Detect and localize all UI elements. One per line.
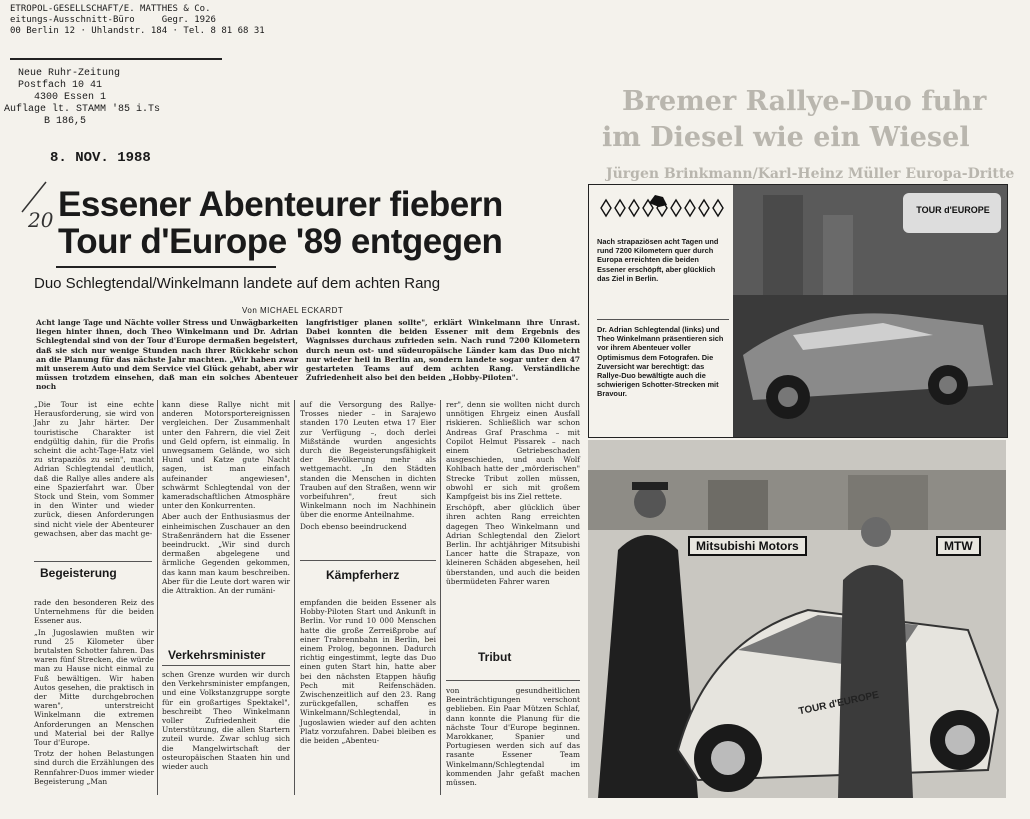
handwritten-stroke <box>16 178 56 218</box>
column-1-bottom <box>34 598 154 796</box>
column-3-bottom <box>300 598 436 796</box>
column-3b-text: empfanden die beiden Essener als Hobby-Piloten Start und Ankunft in Berlin. Vor rund 10 000 Menschen hatte die große Zerreißprobe auf einer Trabrennbahn in Berlin, bei einem Prolog, begonnen. Dadurch richtig eingestimmt, legte das Duo einen guten Start hin, hatte aber bei den nächsten Etappen häufig Pech mit Reifenschäden. Zwischenzeitlich auf den 23. Rang zurückgefallen, schaffen es Winkelmann/Schlegtendal, in Jugoslawien wieder auf den achten Platz vorzufahren. Dabei bleiben es die beiden „Abenteu- <box>300 598 436 746</box>
ghost-headline-2: im Diesel wie ein Wiesel <box>602 122 970 153</box>
lead-text: Acht lange Tage und Nächte voller Stress und Unwägbarkeiten liegen hinter ihnen, doch Theo Winkelmann und Dr. Adrian Schlegtendal sind von der Tour d'Europe dermaßen begeistert, daß sie sich nur wenige Stunden nach ihrer Rückkehr schon an die Planung für das nächste Jahr machten. „Wir haben zwar mit unserem Auto und dem Service viel Glück gehabt, aber wir müssen trotzdem einsehen, daß man ein solches Abenteuer noch <box>36 318 298 392</box>
photo-block-top <box>588 184 1008 438</box>
column-3-p1: auf die Versorgung des Rallye-Trosses nieder – in Sarajewo standen 170 Leuten etwa 17 Eier zur Verfügung –, doch derlei Mißstände wurden angesichts durch die Begeisterungsfähigkeit der Bevölkerung mehr als wettgemacht. „In den Städten standen die Menschen in dichten Trauben auf den Straßen, wenn wir vorbeifuhren", freut sich Winkelmann noch im Nachhinein über die enorme Anteilnahme. <box>300 400 436 520</box>
team-photo <box>588 440 1006 798</box>
column-1b-p1: rade den besonderen Reiz des Unternehmens für die beiden Essener aus. <box>34 598 154 626</box>
lead-cont-text: langfristiger planen sollte", erklärt Winkelmann ihre Unrast. Dabei konnten die beiden Essener mit dem Ergebnis des Wagnisses durchaus zufrieden sein. Nach rund 7200 Kilometern durch neun ost- und südeuropäische Länder kam das Duo nicht nur wieder heil in Berlin an, sondern landete sogar unter den 47 gestarteten Teams auf dem achten Rang. Verständliche Zufriedenheit also bei den beiden „Hobby-Piloten". <box>306 318 580 383</box>
subhead-begeisterung: Begeisterung <box>40 566 117 580</box>
column-2-top <box>162 400 290 632</box>
caption-people: Dr. Adrian Schlegtendal (links) und Theo Winkelmann präsentieren sich vor ihrem Abenteuer voller Optimismus dem Fotografen. Die Zuversicht war berechtigt: das Rallye-Duo bewältigte auch die schwierigen Schotter-Strecken mit Bravour. <box>597 325 724 399</box>
team-photo-art <box>588 440 1006 798</box>
stamp-line-2-row <box>10 15 225 26</box>
stamp-line-3b: Tel. 8 81 68 31 <box>183 26 265 36</box>
caption-divider <box>597 319 729 320</box>
slip-line-5: B 186,5 <box>44 116 87 127</box>
byline: Von MICHAEL ECKARDT <box>242 306 344 315</box>
stamp-line-2b: Gegr. 1926 <box>161 15 216 25</box>
sponsor-banner-left: Mitsubishi Motors <box>688 536 807 556</box>
column-2b-text: schen Grenze wurden wir durch den Verkehrsminister empfangen, und eine Volkstanzgruppe sorgte für ein großartiges Spektakel", beschreibt Theo Winkelmann voller Zufriedenheit die Unterstützung, die allen Startern zuteil wurde. Zwar schlug sich die Mangelwirtschaft der osteuropäischen Staaten hin und wieder auch <box>162 670 290 772</box>
column-1-top <box>34 400 154 552</box>
source-slip <box>4 68 161 128</box>
subheadline: Duo Schlegtendal/Winkelmann landete auf dem achten Rang <box>34 275 441 292</box>
subhead-rule-verkehrsminister <box>162 665 290 666</box>
ghost-headline-3: Jürgen Brinkmann/Karl-Heinz Müller Europa-Dritte <box>606 166 1015 182</box>
subhead-rule-kampferherz <box>300 560 436 561</box>
subhead-tribut: Tribut <box>478 650 512 664</box>
lead-paragraph-cont <box>306 318 580 400</box>
column-4-p2: Erschöpft, aber glücklich über ihren achten Rang erreichten dagegen Theo Winkelmann und Adrian Schlegtendal den Zielort Berlin. Ihr achtjähriger Mitsubishi Lancer hatte die Strapaze, von kleineren Schäden abgesehen, heil überstanden, und auch die beiden übermüdeten Fahrer waren <box>446 503 580 586</box>
slip-line-2: Postfach 10 41 <box>18 80 103 91</box>
car-door-decal: TOUR d'EUROPE <box>797 689 880 718</box>
subhead-kampferherz: Kämpferherz <box>326 568 400 582</box>
column-rule-2 <box>294 400 295 795</box>
column-4b-text: von gesundheitlichen Beeinträchtigungen verschont geblieben. Ein Paar Mützen Schlaf, dann konnte die Planung für die nächste Tour d'Europe beginnen. Marokkaner, Spanier und Portugiesen werden sich auf das rasante Essener Team Winkelmann/Schlegtendal im kommenden Jahr gefaßt machen müssen. <box>446 686 580 788</box>
subhead-rule-begeisterung <box>34 561 152 562</box>
clipping-date: 8. NOV. 1988 <box>50 150 151 166</box>
column-2-bottom <box>162 670 290 796</box>
column-4-p1: rer", denn sie wollten nicht durch unnötigen Ehrgeiz einen Ausfall riskieren. Schließlich war schon Andreas Graf Praschma – mit Copilot Helmut Pissarek – nach einem Getriebeschaden ausgeschieden, und auch Wolf Kohlbach hatte der „mörderischen" Strecke Tribut zollen müssen, obwohl er sich mit großem Kampfgeist bis ins Ziel rettete. <box>446 400 580 502</box>
headline-underline <box>56 266 276 268</box>
slip-line-1: Neue Ruhr-Zeitung <box>18 68 121 79</box>
column-4-top <box>446 400 580 640</box>
stamp-line-3-row: 00 Berlin 12 · Uhlandstr. 184 · Tel. 8 81 68 31 <box>10 26 265 36</box>
column-rule-3 <box>440 400 441 795</box>
subhead-rule-tribut <box>446 680 580 681</box>
caption-top: Nach strapaziösen acht Tagen und rund 7200 Kilometern quer durch Europa erreichten die beiden Essener erschöpft, aber glücklich das Ziel in Berlin. <box>597 237 719 283</box>
slip-line-3: 4300 Essen 1 <box>34 92 107 103</box>
stamp-line-1: ETROPOL-GESELLSCHAFT/E. MATTHES & Co. <box>10 4 211 14</box>
stamp-line-2: eitungs-Ausschnitt-Büro <box>10 15 135 25</box>
sponsor-banner-right: MTW <box>936 536 981 556</box>
rally-car-photo <box>733 185 1007 437</box>
column-2-p1: kann diese Rallye nicht mit anderen Motorsportereignissen vergleichen. Der Zusammenhalt unter den Fahrern, die viel Zeit und Geld opfern, ist einmalig. In unwegsamem Gelände, wo sich Hund und Katze gute Nacht sagen, ist man einfach aufeinander angewiesen", schwärmt Schlegtendal von der kameradschaftlichen Atmosphäre unter den Konkurrenten. <box>162 400 290 511</box>
photo-sign: TOUR d'EUROPE <box>916 205 990 215</box>
rally-logo-icon <box>597 195 727 221</box>
column-1b-p2: „In Jugoslawien mußten wir rund 25 Kilometer über brutalsten Schotter fahren. Das waren fünf Strecken, die würde man zu Hause nicht einmal zu Fuß bewältigen. Wir haben Autos gesehen, die praktisch in der Mitte durchgebrochen waren", unterstreicht Winkelmann die extremen Anforderungen an Menschen und Material bei der Rallye Tour d'Europe. <box>34 627 154 748</box>
column-1-text: „Die Tour ist eine echte Herausforderung, sie wird von Jahr zu Jahr härter. Der touristische Charakter ist endgültig dahin, für die Profis scheint die acht-Tage-Hatz viel zu strapaziös zu sein", macht Adrian Schlegtendal deutlich, daß die Rallye alles andere als eine Spazierfahrt war. Über Stock und Stein, vom Sommer in den Winter und wieder zurück, diesen Anforderungen sind nicht viele der Abenteurer gewachsen, aber das macht ge- <box>34 400 154 538</box>
rally-car-photo-art <box>733 185 1007 437</box>
headline <box>58 186 558 260</box>
column-2-p2: Aber auch der Enthusiasmus der einheimischen Zuschauer an den Straßenrändern hat die Essener beeindruckt. „Wir sind durch dermaßen abgelegene und ärmliche Gegenden gekommen, das kann man kaum beschreiben. Aber für die Leute dort waren wir die Attraktion. An der rumäni- <box>162 512 290 596</box>
stamp-line-3: 00 Berlin 12 · Uhlandstr. 184 <box>10 26 168 36</box>
slip-line-4: Auflage lt. STAMM '85 i.Ts <box>4 104 161 115</box>
column-3-p2: Doch ebenso beeindruckend <box>300 521 407 531</box>
column-1b-p3: Trotz der hohen Belastungen sind durch die Erzählungen des Rennfahrer-Duos immer wieder Begeisterung „Man <box>34 749 154 786</box>
headline-line-2: Tour d'Europe '89 entgegen <box>58 222 503 261</box>
ghost-headline-1: Bremer Rallye-Duo fuhr <box>622 86 987 117</box>
clipping-stamp <box>10 4 265 37</box>
lead-paragraph <box>36 318 298 400</box>
subhead-verkehrsminister: Verkehrsminister <box>168 648 266 662</box>
headline-line-1: Essener Abenteurer fiebern <box>58 185 503 224</box>
stamp-rule <box>10 58 222 60</box>
column-4-bottom <box>446 686 580 796</box>
handwritten-mark: 20 <box>28 208 54 232</box>
column-3-top <box>300 400 436 552</box>
column-rule-1 <box>157 400 158 795</box>
